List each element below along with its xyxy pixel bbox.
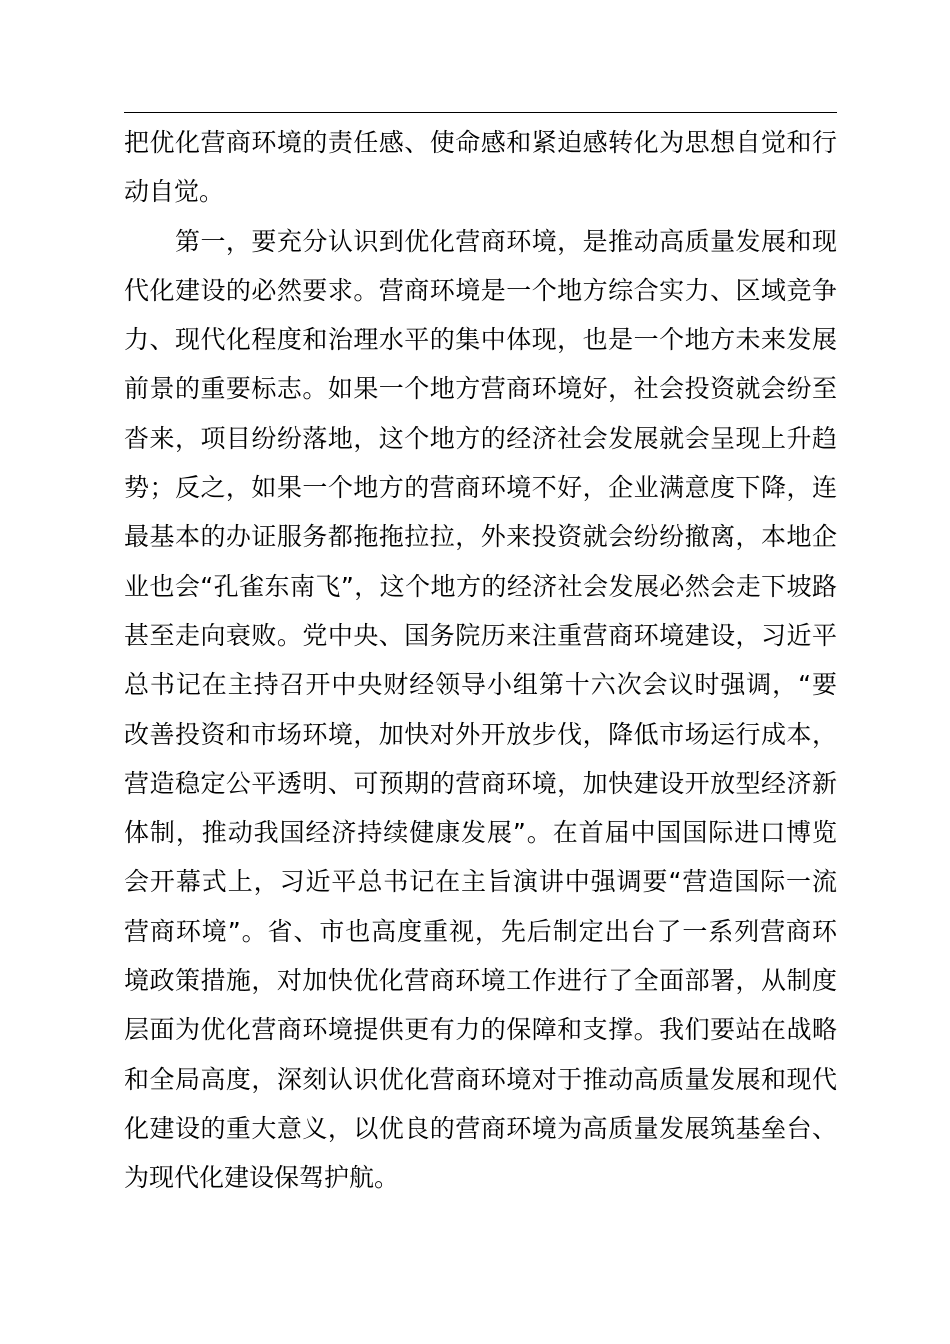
header-rule xyxy=(124,112,837,113)
text-line: 前景的重要标志。如果一个地方营商环境好，社会投资就会纷至 xyxy=(124,374,837,404)
text-line: 体制，推动我国经济持续健康发展”。在首届中国国际进口博览 xyxy=(124,818,837,848)
text-line: 营造稳定公平透明、可预期的营商环境，加快建设开放型经济新 xyxy=(124,768,837,798)
text-line: 层面为优化营商环境提供更有力的保障和支撑。我们要站在战略 xyxy=(124,1015,837,1045)
text-line: 第一，要充分认识到优化营商环境，是推动高质量发展和现 xyxy=(124,226,837,256)
text-line: 总书记在主持召开中央财经领导小组第十六次会议时强调，“要 xyxy=(124,670,837,700)
text-line: 力、现代化程度和治理水平的集中体现，也是一个地方未来发展 xyxy=(124,325,837,355)
text-line: 沓来，项目纷纷落地，这个地方的经济社会发展就会呈现上升趋 xyxy=(124,423,837,453)
text-line: 境政策措施，对加快优化营商环境工作进行了全面部署，从制度 xyxy=(124,966,837,996)
text-line: 代化建设的必然要求。营商环境是一个地方综合实力、区域竞争 xyxy=(124,275,837,305)
text-line: 把优化营商环境的责任感、使命感和紧迫感转化为思想自觉和行 xyxy=(124,128,837,157)
text-line: 会开幕式上，习近平总书记在主旨演讲中强调要“营造国际一流 xyxy=(124,867,837,897)
text-line: 为现代化建设保驾护航。 xyxy=(124,1163,400,1193)
text-line: 甚至走向衰败。党中央、国务院历来注重营商环境建设，习近平 xyxy=(124,620,837,650)
text-line: 动自觉。 xyxy=(124,177,225,207)
text-line: 势；反之，如果一个地方的营商环境不好，企业满意度下降，连 xyxy=(124,473,837,503)
body-text xyxy=(124,118,837,1203)
text-line: 化建设的重大意义，以优良的营商环境为高质量发展筑基垒台、 xyxy=(124,1113,837,1143)
text-line: 改善投资和市场环境，加快对外开放步伐，降低市场运行成本， xyxy=(124,719,837,749)
text-line: 和全局高度，深刻认识优化营商环境对于推动高质量发展和现代 xyxy=(124,1064,837,1094)
text-line: 最基本的办证服务都拖拖拉拉，外来投资就会纷纷撤离，本地企 xyxy=(124,522,837,552)
text-line: 营商环境”。省、市也高度重视，先后制定出台了一系列营商环 xyxy=(124,916,837,946)
text-line: 业也会“孔雀东南飞”，这个地方的经济社会发展必然会走下坡路 xyxy=(124,571,837,601)
